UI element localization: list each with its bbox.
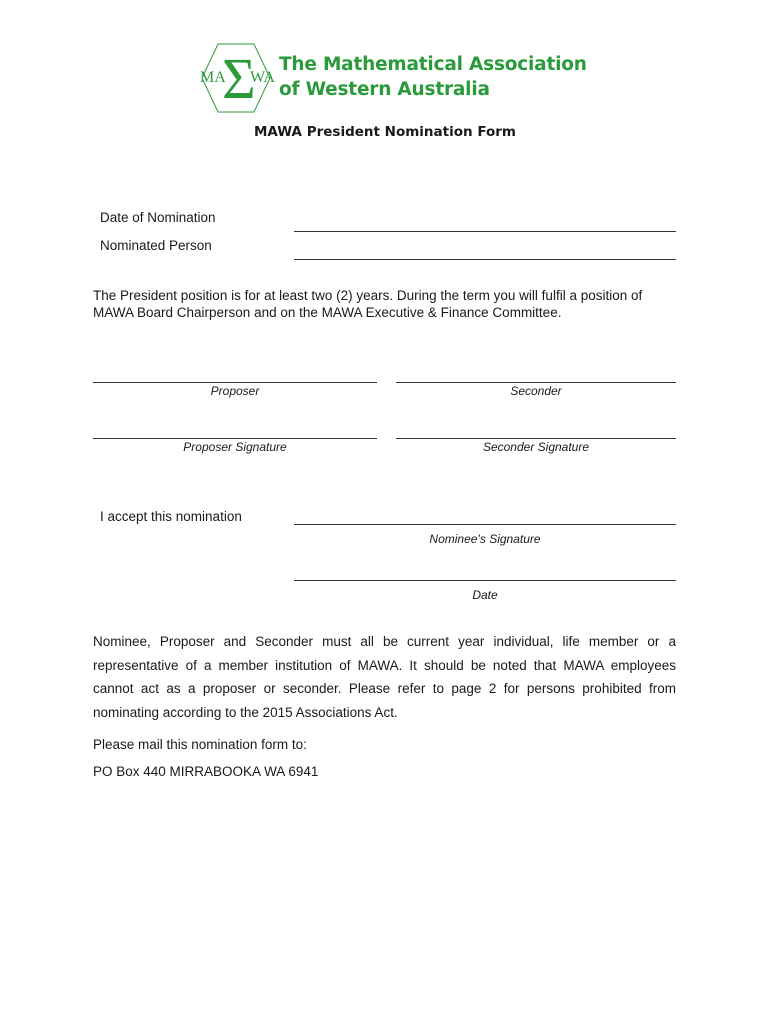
seconder-field[interactable] (396, 382, 676, 383)
proposer-signature-field[interactable] (93, 438, 377, 439)
form-title: MAWA President Nomination Form (254, 124, 516, 140)
org-name-line2: of Western Australia (279, 79, 490, 100)
seconder-signature-caption: Seconder Signature (482, 440, 590, 454)
logo-sigma: Σ (222, 46, 256, 111)
nominee-date-field[interactable] (294, 580, 676, 581)
seconder-caption: Seconder (510, 384, 562, 398)
eligibility-note: Nominee, Proposer and Seconder must all be current year individual, life member or a representative of a member institution of MAWA. It should be noted that MAWA employees cannot act as a proposer or seconder. Please refer to page 2 for persons prohibited from nominating according to the 2015 Associations Act. (93, 634, 676, 720)
seconder-signature-field[interactable] (396, 438, 676, 439)
proposer-caption: Proposer (210, 384, 260, 398)
date-of-nomination-label: Date of Nomination (100, 210, 216, 225)
nominee-signature-field[interactable] (294, 524, 676, 525)
date-caption: Date (472, 588, 498, 602)
logo-letters-left: MA (200, 69, 226, 86)
nominee-signature-caption: Nominee’s Signature (429, 532, 541, 546)
org-name-line1: The Mathematical Association (279, 54, 587, 75)
accept-nomination-label: I accept this nomination (100, 509, 242, 524)
proposer-field[interactable] (93, 382, 377, 383)
date-of-nomination-field[interactable] (294, 231, 676, 232)
nominated-person-label: Nominated Person (100, 238, 212, 253)
president-term-description: The President position is for at least two (2) years. During the term you will fulfil a position of MAWA Board Chairperson and on the MAWA Executive & Finance Committee. (93, 288, 643, 320)
mailing-address: PO Box 440 MIRRABOOKA WA 6941 (93, 764, 319, 779)
mawa-logo-icon (196, 42, 276, 114)
mail-instruction: Please mail this nomination form to: (93, 737, 307, 752)
organization-name (279, 52, 587, 102)
nominated-person-field[interactable] (294, 259, 676, 260)
proposer-signature-caption: Proposer Signature (183, 440, 287, 454)
logo-letters-right: WA (250, 69, 275, 86)
